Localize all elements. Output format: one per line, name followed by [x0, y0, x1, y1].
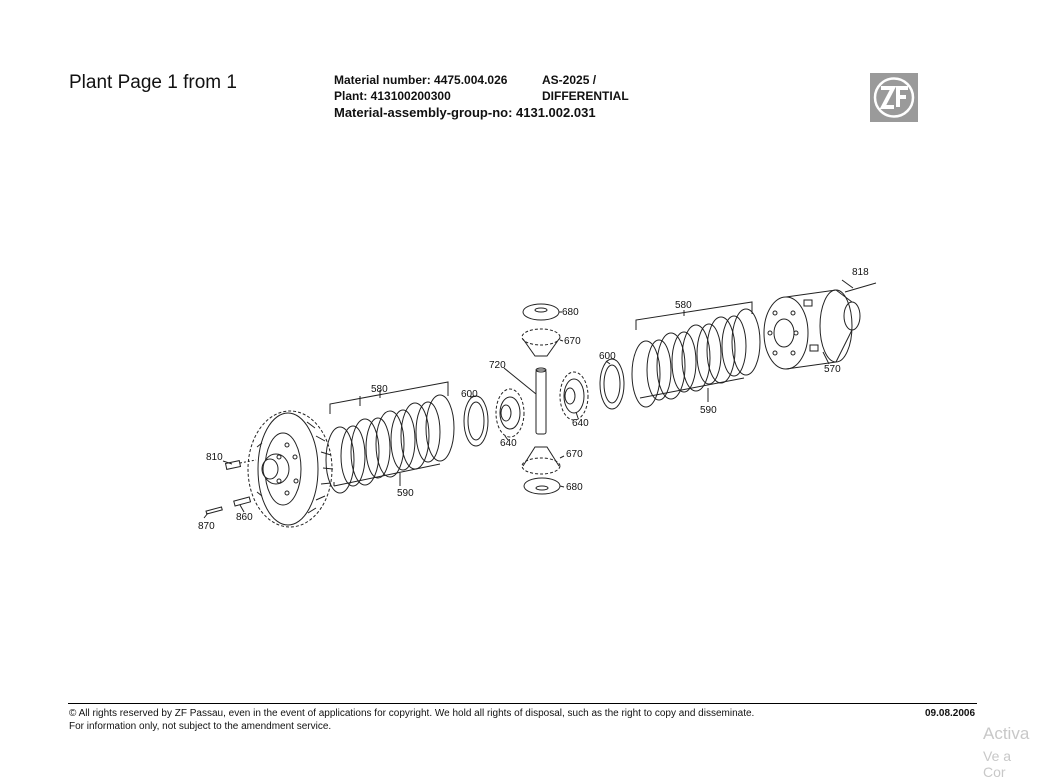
thrust-washer-680-top [523, 304, 562, 320]
pinion-gear-670-bottom [522, 447, 564, 474]
copyright-notice: © All rights reserved by ZF Passau, even in the event of applications for copyright. We hold all rights of disposal, such as the right to copy and disseminate. [69, 708, 755, 719]
callout-600-left: 600 [461, 389, 478, 400]
thrust-washer-680-bottom [524, 478, 564, 494]
pin-860 [234, 497, 251, 506]
disc-pack-left [326, 382, 454, 493]
bolt-810 [226, 460, 256, 469]
callout-640-right: 640 [572, 418, 589, 429]
material-assembly-group: Material-assembly-group-no: 4131.002.031 [334, 105, 596, 120]
activation-watermark-line2: Ve a Cor [983, 748, 1012, 780]
differential-case-570 [764, 280, 876, 369]
thrust-washer-600-right [600, 359, 624, 409]
pinion-gear-670-top [522, 329, 563, 356]
disc-pack-right [632, 302, 760, 407]
callout-670-bottom: 670 [566, 449, 583, 460]
callout-818: 818 [852, 267, 869, 278]
thrust-washer-600-left [464, 396, 488, 446]
callout-680-bottom: 680 [566, 482, 583, 493]
cross-pin-720 [504, 368, 546, 434]
callout-600-right: 600 [599, 351, 616, 362]
series-label: AS-2025 / [542, 73, 597, 87]
callout-670-top: 670 [564, 336, 581, 347]
callout-810: 810 [206, 452, 223, 463]
info-notice: For information only, not subject to the amendment service. [69, 721, 332, 732]
callout-590-right: 590 [700, 405, 717, 416]
pin-870 [206, 507, 222, 514]
callout-580-right: 580 [675, 300, 692, 311]
side-gear-640-right [560, 372, 588, 420]
callout-640-left: 640 [500, 438, 517, 449]
page-title: Plant Page 1 from 1 [69, 72, 237, 93]
callout-580-left: 580 [371, 384, 388, 395]
activation-watermark-line1: Activa [983, 724, 1030, 743]
plant-number: Plant: 413100200300 [334, 89, 451, 103]
document-date: 09.08.2006 [925, 708, 976, 719]
callout-570: 570 [824, 364, 841, 375]
callout-870: 870 [198, 521, 215, 532]
callout-860: 860 [236, 512, 253, 523]
footer-divider [68, 703, 977, 704]
material-number: Material number: 4475.004.026 [334, 73, 508, 87]
callout-590-left: 590 [397, 488, 414, 499]
assembly-name: DIFFERENTIAL [542, 89, 629, 103]
side-gear-640-left [496, 389, 524, 440]
callout-680-top: 680 [562, 307, 579, 318]
ring-gear-housing [248, 411, 333, 527]
callout-720: 720 [489, 360, 506, 371]
